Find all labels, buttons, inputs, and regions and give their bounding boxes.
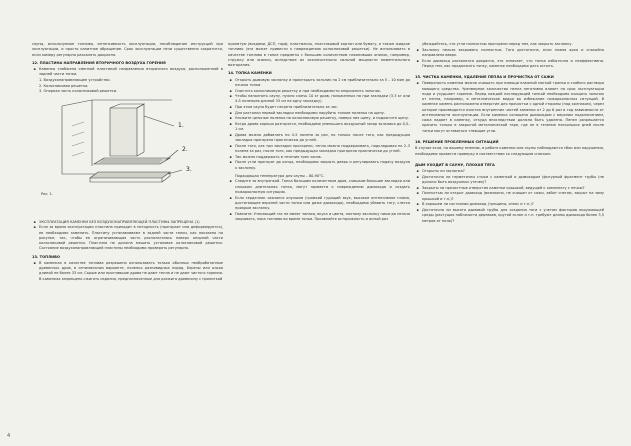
section-12-bullet: ▪ Каменка снабжена сменной пластиной направления вторичного воздуха, расположенной в задней части топки.: [32, 67, 223, 78]
section-14-bullet: ▪ Уложите цельные поленья на колосниковую решетку, поверх них щепу, и подожгите щепу.: [228, 116, 410, 121]
damper-bullet: ▪ Если дымоход раскалился докрасна, это означает, что топка избыточна и неэффективна. Перед тем, как продолжить топку, каменке необходимо дать остыть.: [415, 59, 604, 70]
section-12-list-item: 2. Колосниковая решетка.: [39, 83, 89, 88]
section-14-bullet: ▪ После угли прогорят до конца, необходимо закрыть дверь и регулировать подачу воздуха к заслонку.: [228, 160, 410, 171]
section-12-list-item: 3. Опорная часть колосниковой решетки.: [39, 89, 118, 94]
section-14-bullet: ▪ Очистить колосниковую решетку и при необходимости опорожнить зольник.: [228, 89, 410, 94]
figure-caption: Рис. 1.: [41, 191, 54, 196]
section-14-bullet: ▪ После того, как три закладки прогорели, тепло можно поддерживать, подкладывая по 2–3 полена за раз, после того, как предыдущая закладка прогорела практически до углей.: [228, 144, 410, 155]
checklist-item: ▪ Достаточна ли высота дымовой трубы для создания тяги с учетом факторов окружающей среды (растущих поблизости деревьев, крутой склон и т.п. требуют длины дымохода более 3,5 метров от пола)?: [415, 208, 604, 224]
section-16-subtitle: ДЫМ УХОДИТ В САУНУ, ПЛОХАЯ ТЯГА: [415, 163, 495, 168]
section-14-warning: ▪ Помните: Утекающий газ не имеет запаха, вкуса и цвета, поэтому заслонку никогда нельзя закрывать, пока топливо во время топки. Проявляйте осторожность и ясный раз: [228, 212, 410, 223]
checklist-item: ▪ Закрыты ли прочистные отверстия каменки крышкой, ведущей к комплекту с печью?: [415, 186, 604, 191]
section-14-bullet: ▪ Так можно поддержать в течение трех часов.: [228, 155, 410, 160]
page-number: 4: [7, 433, 11, 439]
section-12-replace-note: ▪ Если за время эксплуатации пластина приходит в негодность (прогорает или деформируется), ее необходимо заменить. Пластину устанавливают в задней части топки, как показано на рисунке, так, чтобы ее ограничивающая часть располагалась поверх опорной части колосниковой решетки. Пластина не должна мешать установке колосниковой решетки. Состояние воздухонаправляющей пластины необходимо проверять регулярно.: [32, 225, 223, 251]
section-12-title: 12. ПЛАСТИНА НАПРАВЛЕНИЯ ВТОРИЧНОГО ВОЗДУХА ГОРЕНИЯ: [32, 60, 166, 65]
section-14-warning: ▪ Следите за внутрянкой. Топка большим количеством дров, слишком большие закладки или слишком длительная топка, могут привести к повреждению дымохода и создать пожароопасную ситуацию.: [228, 179, 410, 195]
temperature-note: Подходящая температура для сауны – 80-90°С.: [235, 173, 325, 178]
section-14-bullet: ▪ При этом сауна будет нагрета приблизительно за час.: [228, 105, 410, 110]
checklist-item: ▪ В хорошем ли состоянии дымоход (трещины, износ и т.п.)?: [415, 202, 604, 207]
section-13-bullet: ▪ В каменках в качестве топлива разрешено использовать только обычных необработанные древесных дров, в оптимальном варианте, поленья разновидных пород. Березы или ольхи длиной не более 33 см. Сырые или прогнившие дрова не дают тепла и не дают чистого горения. В каменках запрещено сжигать изделия, предназначенные для розжига древесину с пропиткой: [32, 261, 223, 282]
section-12-list-item: 1. Воздухонаправляющее устройство.: [39, 78, 111, 83]
stove-diagram: [32, 96, 223, 219]
section-16-intro: В случае если, по вашему мнению, в работе каменки или сауны наблюдаются сбои или нарушения, необходимо провести проверку в соответствии со следующим списком:: [415, 146, 604, 156]
figure-label: 3.: [186, 165, 192, 173]
intro-paragraph: сауны, используемое топливо, интенсивность эксплуатации, несоблюдение инструкций при эксплуатации, и просто капитное обращение. Срок эксплуатации печи существенно сократится, если камеру регулярно раскалять докрасна.: [32, 42, 223, 57]
checklist-item: ▪ Достаточно ли герметичны стыки с каменкой и дымоходом (фигурный фрагмент трубы (не должно быть воздушных утечек)?: [415, 175, 604, 186]
column-left: [32, 42, 223, 282]
section-15-title: 15. ЧИСТКА КАМЕНКИ, УДАЛЕНИЕ ПЕПЛА И ПРОЧИСТКА ОТ САЖИ: [415, 75, 554, 80]
section-13-title: 13. ТОПЛИВО: [32, 254, 60, 259]
section-14-bullet: ▪ Для растопки первой закладки необходимо нарубить тонкие поленья на щепу.: [228, 111, 410, 116]
damper-bullet: ▪ Заслонку нельзя закрывать полностью. Тяга достаточна, если пламя ярко и спокойно направлено вверх.: [415, 48, 604, 59]
section-12-warning: ▪ ЭКСПЛУАТАЦИЯ КАМЕНКИ БЕЗ ВОЗДУХОНАПРАВЛЯЮЩЕЙ ПЛАСТИНЫ ЗАПРЕЩЕНА (1): [32, 220, 223, 225]
checklist-item: ▪ Полностью ли открыт дымоход (возможно, не очищен от сажи, забит снегом, закрыт на зиму крышкой и т.п.)?: [415, 191, 604, 202]
figure-1: [32, 96, 223, 219]
section-14-bullet: ▪ Открыть дымовую заслонку и приоткрыть зольник на 2 см приблизительно за 5 – 10 мин до начала топки.: [228, 78, 410, 89]
fuel-paragraph: пропитую (воздами, ДСП, торф, пластмассы, пластиковый картон или бумагу, а также жидкое топливо (это может привести к повреждению колосниковой решетки). Не использовать в качестве топлива в топке предметы с большим количеством накопивших опилок, например, стружку или опилки, вследствие их исключительно сильной мощности моментального возгорания.: [228, 42, 410, 67]
damper-note: убеждайтесь, что угли полностью прогорели перед тем, как закрыть заслонку.: [422, 42, 573, 46]
section-14-warning: ▪ Если сердечник оказался опухшим (громкий гудящий звук, высокое интенсивное пламя, достигающее верхней части топки или даже дымохода), необходимо убавить тягу, слегка прикрыв заслонку.: [228, 196, 410, 212]
column-middle: [228, 42, 410, 223]
section-14-bullet: ▪ Чтобы наполнить сауну, нужно сжечь 10 кг дров, положенных на при закладки (3,3 кг или 4-5 поленьев длиной 33 см на одну закладку).: [228, 94, 410, 105]
figure-label: 1.: [178, 121, 184, 129]
section-16-title: 16. РЕШЕНИЕ ПРОБЛЕМНЫХ СИТУАЦИЙ: [415, 140, 499, 145]
section-14-bullet: ▪ Дрова можно добавлять по 4-5 полена за раз, по только после того, как предыдущая закладка прогорела практически до углей.: [228, 133, 410, 144]
figure-label: 2.: [182, 145, 188, 153]
checklist-item: ▪ Открыты ли заслонка?: [415, 169, 604, 174]
section-14-bullet: ▪ Когда дрова хорошо разгорятся, необходимо уменьшить воздушный зазор зольника до 0,5–1 см.: [228, 122, 410, 133]
section-15-bullet: ▪ Поверхность каменки можно очищать при помощи влажной мягкой тряпки и слабого раствора моющего средства. Чрезмерное количество пепла негативно влияет на срок эксплуатации пода и ухудшает горение. Перед каждой последующей топкой необходимо очищать зольник от пепла, например, в металлическое ведро во избежание пожароопасных ситуаций. В каменке камень расположено отверстие для прочистки с одной стороны (под колпаком), через которое производится очистка внутренних частей каменки от 2 до 6 раз в год зависимости от интенсивности эксплуатации. Если каменка оснащена дымоходом с верхним подключением, сажа падает в каменку, откуда впоследствии должна быть удалена. Пепел разрешается хранить только в закрытой металлической таре, где он в течение нескольких дней после топки могут оставаться тлеющие угли.: [415, 81, 604, 134]
section-14-title: 14. ТОПКА КАМЕНКИ: [228, 71, 272, 76]
column-right: [415, 42, 604, 224]
